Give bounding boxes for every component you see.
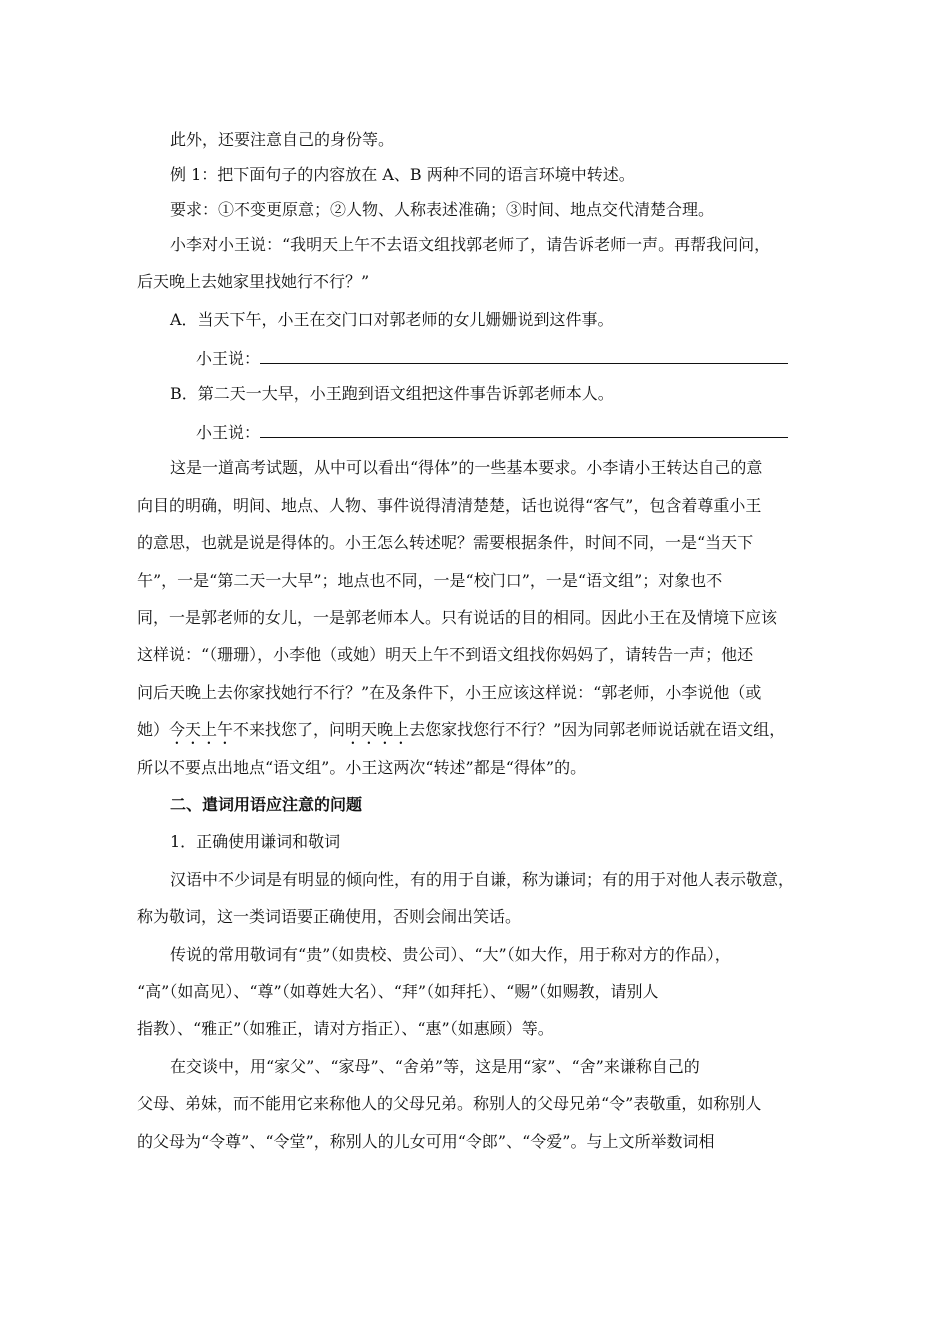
option-a-line: A．当天下午，小王在交门口对郭老师的女儿姗姗说到这件事。: [170, 310, 614, 329]
answer-b-label: 小王说：: [196, 423, 261, 442]
paragraph-line: 的意思，也就是说是得体的。小王怎么转述呢？需要根据条件，时间不同，一是“当天下: [137, 533, 754, 552]
emphasis-text: 今天上午: [169, 720, 234, 739]
requirement-line: 要求：①不变更原意；②人物、人称表述准确；③时间、地点交代清楚合理。: [170, 200, 715, 219]
paragraph-line: 指教）、“雅正”（如雅正，请对方指正）、“惠”（如惠顾）等。: [137, 1019, 554, 1038]
paragraph-line: 此外，还要注意自己的身份等。: [170, 130, 395, 149]
paragraph-line: 称为敬词，这一类词语要正确使用，否则会闹出笑话。: [137, 907, 522, 926]
paragraph-line: [137, 720, 785, 748]
paragraph-line: 问后天晚上去你家找她行不行？”在及条件下，小王应该这样说：“郭老师，小李说他（或: [137, 683, 762, 702]
paragraph-line: 所以不要点出地点“语文组”。小王这两次“转述”都是“得体”的。: [137, 758, 587, 777]
paragraph-line: 午”，一是“第二天一大早”；地点也不同，一是“校门口”，一是“语文组”；对象也不: [137, 571, 723, 590]
paragraph-line: 的父母为“令尊”、“令堂”，称别人的儿女可用“令郎”、“令爱”。与上文所举数词相: [137, 1132, 715, 1151]
paragraph-line: 传说的常用敬词有“贵”（如贵校、贵公司）、“大”（如大作，用于称对方的作品），: [170, 945, 731, 964]
paragraph-line: 同，一是郭老师的女儿，一是郭老师本人。只有说话的目的相同。因此小王在及情境下应该: [137, 608, 778, 627]
answer-a-label: 小王说：: [196, 349, 261, 368]
paragraph-line: “高”（如高见）、“尊”（如尊姓大名）、“拜”（如拜托）、“赐”（如赐教，请别人: [137, 982, 659, 1001]
subsection-heading: 1．正确使用谦词和敬词: [170, 832, 341, 851]
paragraph-line-text: 她）今天上午不来找您了，问明天晚上去您家找您行不行？”因为同郭老师说话就在语文组，: [137, 720, 786, 739]
quote-line: 小李对小王说：“我明天上午不去语文组找郭老师了，请告诉老师一声。再帮我问问，: [170, 235, 771, 254]
paragraph-line: 在交谈中，用“家父”、“家母”、“舍弟”等，这是用“家”、“舍”来谦称自己的: [170, 1057, 700, 1076]
paragraph-line: 这是一道高考试题，从中可以看出“得体”的一些基本要求。小李请小王转达自己的意: [170, 458, 763, 477]
answer-b-row: [196, 421, 788, 443]
paragraph-line: 向目的明确，明间、地点、人物、事件说得清清楚楚，话也说得“客气”，包含着尊重小王: [137, 496, 762, 515]
paragraph-line: 汉语中不少词是有明显的倾向性，有的用于自谦，称为谦词；有的用于对他人表示敬意，: [170, 870, 795, 889]
emphasis-text: 明天晚上: [345, 720, 410, 739]
answer-b-blank[interactable]: [260, 421, 788, 438]
section-heading: 二、遣词用语应注意的问题: [170, 795, 363, 814]
quote-line: 后天晚上去她家里找她行不行？”: [137, 272, 370, 291]
answer-a-blank[interactable]: [260, 347, 788, 364]
answer-a-row: [196, 347, 788, 369]
example-line: 例 1：把下面句子的内容放在 A、B 两种不同的语言环境中转述。: [170, 165, 635, 184]
paragraph-line: 这样说：“（珊珊），小李他（或她）明天上午不到语文组找你妈妈了，请转告一声；他还: [137, 645, 754, 664]
paragraph-line: 父母、弟妹，而不能用它来称他人的父母兄弟。称别人的父母兄弟“令”表敬重，如称别人: [137, 1094, 762, 1113]
option-b-line: B．第二天一大早，小王跑到语文组把这件事告诉郭老师本人。: [170, 384, 614, 403]
